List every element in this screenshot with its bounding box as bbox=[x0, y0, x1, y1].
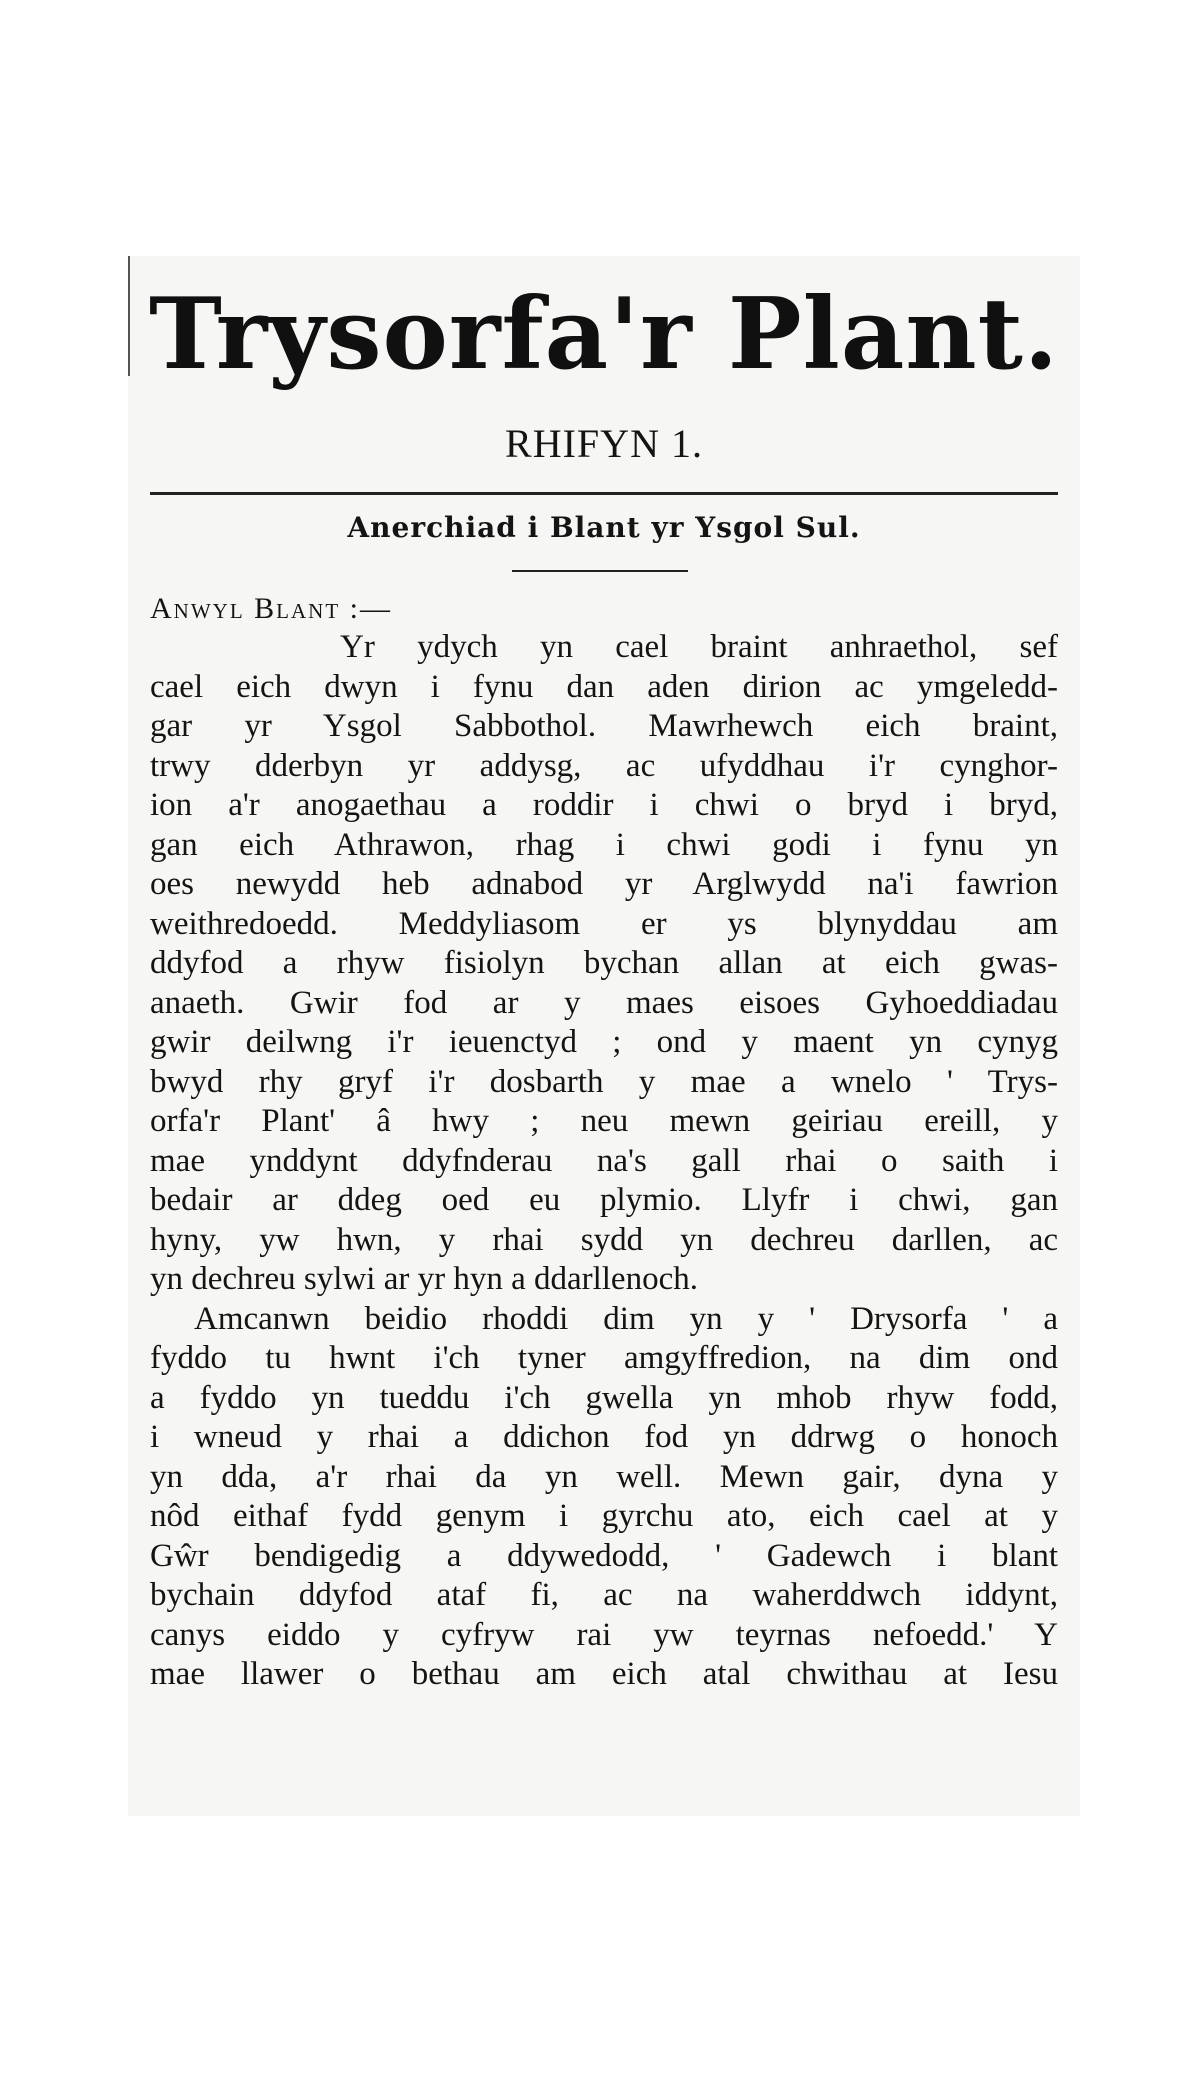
text-line: gan eich Athrawon, rhag i chwi godi i fynu yn bbox=[150, 826, 1058, 863]
text-line: gwir deilwng i'r ieuenctyd ; ond y maent yn cynyg bbox=[150, 1024, 1058, 1060]
text-line: Yr ydych yn cael braint anhraethol, sef bbox=[340, 629, 1058, 665]
masthead-title: Trysorfa'r Plant. bbox=[148, 277, 1059, 392]
text-line: bedair ar ddeg oed eu plymio. Llyfr i chwi, gan bbox=[150, 1182, 1058, 1218]
text-line: yn dechreu sylwi ar yr hyn a ddarllenoch. bbox=[150, 1261, 698, 1297]
page bbox=[128, 256, 1080, 1816]
article-body bbox=[150, 628, 1058, 1695]
text-line: Amcanwn beidio rhoddi dim yn y ' Drysorfa ' a bbox=[194, 1300, 1058, 1337]
text-line: bwyd rhy gryf i'r dosbarth y mae a wnelo ' Trys- bbox=[150, 1063, 1058, 1100]
text-line: gar yr Ysgol Sabbothol. Mawrhewch eich braint, bbox=[150, 708, 1058, 744]
article-title: Anerchiad i Blant yr Ysgol Sul. bbox=[347, 511, 861, 544]
text-line: yn dda, a'r rhai da yn well. Mewn gair, dyna y bbox=[150, 1458, 1058, 1495]
text-line: cael eich dwyn i fynu dan aden dirion ac ymgeledd- bbox=[150, 668, 1058, 705]
text-line: nôd eithaf fydd genym i gyrchu ato, eich cael at y bbox=[150, 1498, 1058, 1534]
text-line: ion a'r anogaethau a roddir i chwi o bryd i bryd, bbox=[150, 787, 1058, 823]
text-line: trwy dderbyn yr addysg, ac ufyddhau i'r cynghor- bbox=[150, 747, 1058, 784]
text-line: orfa'r Plant' â hwy ; neu mewn geiriau ereill, y bbox=[150, 1103, 1058, 1139]
section-divider bbox=[150, 492, 1058, 495]
text-line: oes newydd heb adnabod yr Arglwydd na'i fawrion bbox=[150, 866, 1058, 902]
salutation: Anwyl Blant :— bbox=[150, 592, 392, 625]
text-line: fyddo tu hwnt i'ch tyner amgyffredion, na dim ond bbox=[150, 1340, 1058, 1376]
text-line: anaeth. Gwir fod ar y maes eisoes Gyhoeddiadau bbox=[150, 984, 1058, 1021]
text-line: canys eiddo y cyfryw rai yw teyrnas nefoedd.' Y bbox=[150, 1616, 1058, 1653]
text-line: a fyddo yn tueddu i'ch gwella yn mhob rhyw fodd, bbox=[150, 1379, 1058, 1416]
text-line: i wneud y rhai a ddichon fod yn ddrwg o honoch bbox=[150, 1419, 1058, 1455]
text-line: bychain ddyfod ataf fi, ac na waherddwch iddynt, bbox=[150, 1577, 1058, 1613]
text-line: mae llawer o bethau am eich atal chwithau at Iesu bbox=[150, 1656, 1058, 1692]
text-line: mae ynddynt ddyfnderau na's gall rhai o saith i bbox=[150, 1142, 1058, 1179]
text-line: hyny, yw hwn, y rhai sydd yn dechreu darllen, ac bbox=[150, 1221, 1058, 1258]
issue-number: RHIFYN 1. bbox=[505, 421, 703, 466]
text-line: Gŵr bendigedig a ddywedodd, ' Gadewch i blant bbox=[150, 1537, 1058, 1574]
title-underline bbox=[512, 570, 688, 572]
text-line: weithredoedd. Meddyliasom er ys blynyddau am bbox=[150, 905, 1058, 942]
text-line: ddyfod a rhyw fisiolyn bychan allan at eich gwas- bbox=[150, 945, 1058, 981]
